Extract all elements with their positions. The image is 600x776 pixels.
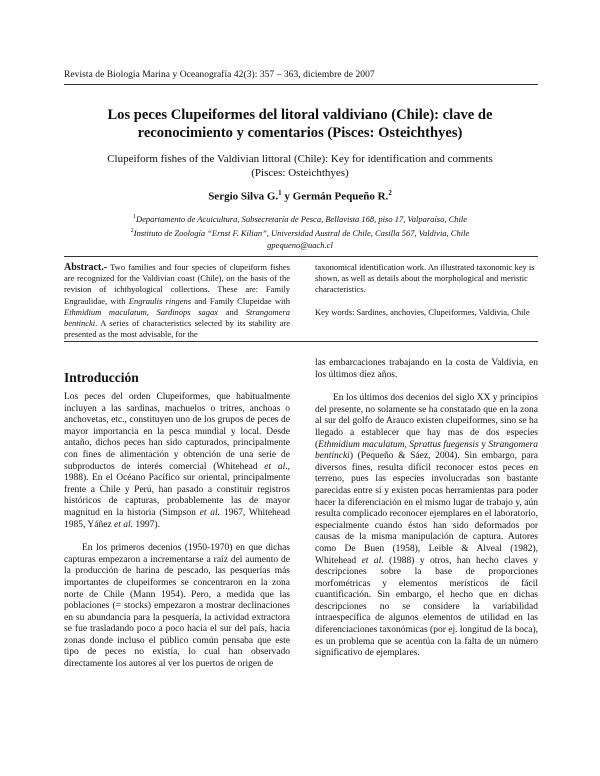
body-left-column	[64, 392, 290, 683]
affiliations	[60, 211, 540, 251]
contact-email: gpequeno@uach.cl	[267, 239, 333, 250]
paper-title	[60, 107, 540, 142]
abstract-continuation: taxonomical identification work. An illustrated taxonomic key is shown, as well as details about the morphological and meristic characteristics.	[315, 262, 535, 295]
intro-paragraph-2: En los primeros decenios (1950-1970) en que dichas capturas empezaron a incrementarse a raíz del aumento de la producción de harina de pescado, las pesquerías más importantes de clupeiformes se concentraron en la zona norte de Chile (Mann 1954). Pero, a medida que las poblaciones (= stocks) empezaron a mostrar declinaciones en su abundancia para la pesquería, la actividad extractora se fue trasladando poco a poco hacia el sur del país, hacia zonas donde incluso el público común pensaba que este tipo de peces no existía, lo cual han observado directamente los autores al ver los puertos de origen de	[64, 543, 290, 670]
author-1: Sergio Silva G.	[208, 190, 279, 203]
abstract-text: Abstract.- Two families and four species of clupeiform fishes are recognized for the Valdivian coast (Chile), on the basis of the revision of ichthyological collections. These are: Family Engraulidae, with Engraulis ringens and Family Clupeidae with Ethmidium maculatum, Sardinops sagax and Strangomera bentincki. A series of characteristics selected by its stability are presented as the most advisable, for the	[64, 262, 290, 340]
author-2: Germán Pequeño R.	[292, 190, 389, 203]
english-title-line-1: Clupeiform fishes of the Valdivian littoral (Chile): Key for identification and comments	[107, 153, 493, 165]
affiliation-2: $^2$Instituto de Zoología “Ernst F. Kilian”, Universidad Austral de Chile, Casilla 567, Valdivia, Chile	[130, 227, 470, 238]
affiliation-1: $^1$Departamento de Acuicultura, Subsecretaría de Pesca, Bellavista 168, piso 17, Valparaíso, Chile	[133, 213, 467, 224]
english-title	[60, 152, 540, 180]
title-line-1: Los peces Clupeiformes del litoral valdiviano (Chile): clave de	[107, 107, 493, 123]
header-divider	[64, 84, 538, 85]
journal-citation: Revista de Biología Marina y Oceanografía 42(3): 357 – 363, diciembre de 2007	[64, 70, 375, 80]
author-1-affil-mark: 1	[278, 189, 282, 197]
author-list	[60, 189, 540, 203]
author-conjunction: y	[281, 190, 293, 203]
intro-paragraph-1: Los peces del orden Clupeiformes, que habitualmente incluyen a las sardinas, machuelos o tritres, anchoas o anchovetas, etc., constituyen uno de los grupos de peces de mayor importancia en la pesca mundial y local. Desde antaño, dichos peces han sido capturados, principalmente con fines de alimentación y obtención de una serie de subproductos de interés comercial (Whitehead et al., 1988). En el Océano Pacífico sur oriental, principalmente frente a Chile y Perú, han pasado a constituir registros históricos de capturas, probablemente las de mayor magnitud en la historia (Simpson et al. 1967, Whitehead 1985, Yáñez et al. 1997).	[64, 392, 290, 530]
title-line-2: reconocimiento y comentarios (Pisces: Osteichthyes)	[137, 124, 463, 141]
abstract-top-rule	[64, 256, 538, 257]
abstract-left-column	[64, 262, 290, 340]
author-2-affil-mark: 2	[388, 189, 392, 197]
body-right-column	[315, 358, 538, 672]
abstract-bottom-rule	[64, 341, 538, 342]
intro-paragraph-3: En los últimos dos decenios del siglo XX y principios del presente, no solamente se ha constatado que en la zona al sur del golfo de Arauco existen clupeiformes, sino se ha llegado a establecer que hay mas de dos especies (Ethmidium maculatum, Sprattus fuegensis y Strangomera bentincki) (Pequeño & Sáez, 2004). Sin embargo, para diversos fines, resulta difícil reconocer estos peces en terreno, pues las especies involucradas son bastante parecidas entre sí y existen pocas herramientas para poder hacer la diferenciación en el mismo lugar de trabajo y, aún resulta complicado reconocer ejemplares en el laboratorio, especialmente cuando éstos han sido deformados por causas de la misma manipulación de captura. Autores como De Buen (1958), Leible & Alveal (1982), Whitehead et al. (1988) y otros, han hecho claves y descripciones sobre la base de proporciones morfométricas y elementos merísticos de fácil cuantificación. Sin embargo, el hecho que en dichas descripciones no se considere la variabilidad intraespecífica de algunos elementos de utilidad en las diferenciaciones taxonómicas (por ej. longitud de la boca), es un problema que se acentúa con la falta de un número significativo de ejemplares.	[315, 393, 538, 659]
section-heading-introduccion: Introducción	[64, 370, 139, 385]
english-title-line-2: (Pisces: Osteichthyes)	[251, 167, 349, 179]
abstract-label: Abstract.-	[64, 262, 108, 273]
keywords: Key words: Sardines, anchovies, Clupeiformes, Valdivia, Chile	[315, 306, 530, 317]
abstract-right-column	[315, 262, 538, 318]
intro-paragraph-2-continued: las embarcaciones trabajando en la costa de Valdivia, en los últimos diez años.	[315, 358, 538, 380]
